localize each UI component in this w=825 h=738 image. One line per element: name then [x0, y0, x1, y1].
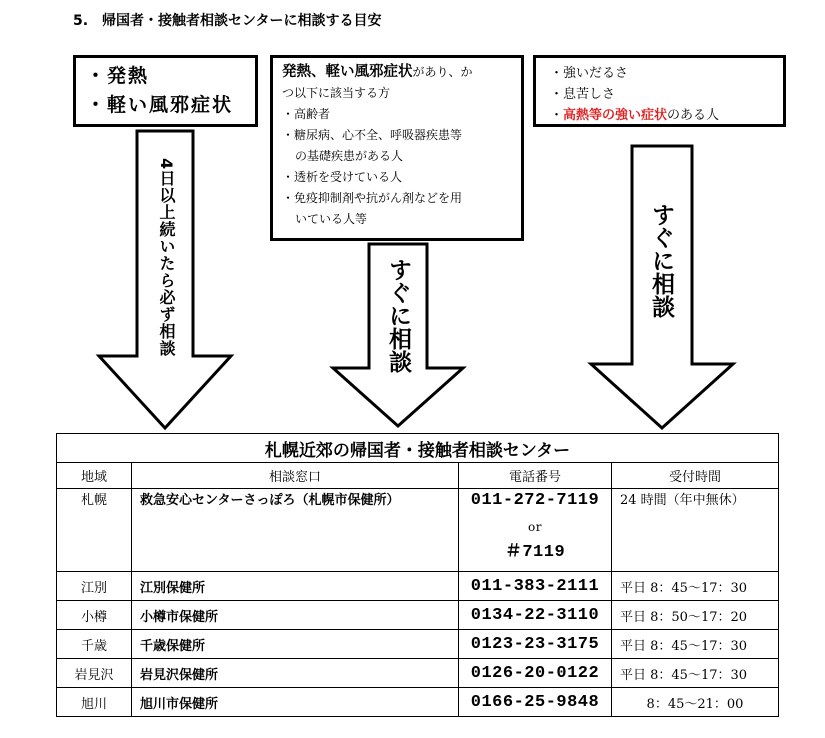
risk-item: ・透析を受けている人 — [282, 170, 403, 184]
office-cell: 江別保健所 — [132, 572, 459, 601]
office-cell: 救急安心センターさっぽろ（札幌市保健所） — [132, 489, 459, 572]
table-row — [57, 688, 779, 717]
risk-item: ・糖尿病、心不全、呼吸器疾患等 — [282, 128, 463, 142]
region-cell: 旭川 — [57, 688, 132, 717]
column-header: 相談窓口 — [132, 463, 459, 489]
symptom-cold: ・軽い風邪症状 — [86, 94, 234, 116]
risk-item: ・免疫抑制剤や抗がん剤などを用 — [282, 191, 463, 205]
office-cell: 千歳保健所 — [132, 630, 459, 659]
region-cell: 江別 — [57, 572, 132, 601]
office-cell: 岩見沢保健所 — [132, 659, 459, 688]
risk-item-cont: いている人等 — [295, 212, 368, 226]
hours-cell: 平日 8：50～17：20 — [612, 601, 779, 630]
arrow-label-consult-now: すぐに相談 — [385, 258, 411, 373]
hours-cell: 平日 8：45～17：30 — [612, 630, 779, 659]
hours-cell: 平日 8：45～17：30 — [612, 572, 779, 601]
phone-cell — [459, 489, 612, 572]
region-cell: 千歳 — [57, 630, 132, 659]
column-header: 受付時間 — [612, 463, 779, 489]
office-cell: 小樽市保健所 — [132, 601, 459, 630]
table-row — [57, 489, 779, 572]
severe-item: ・強いだるさ — [550, 66, 629, 81]
table-row — [57, 601, 779, 630]
arrow-label-consult-now: すぐに相談 — [648, 203, 674, 318]
symptom-fever: ・発熱 — [86, 65, 150, 87]
hours-cell: 平日 8：45～17：30 — [612, 659, 779, 688]
column-header: 地域 — [57, 463, 132, 489]
arrow-label-4-days: 4日以上続いたら必ず相談 — [157, 158, 176, 358]
hours-cell: 8：45～21：00 — [612, 688, 779, 717]
region-cell: 岩見沢 — [57, 659, 132, 688]
phone-number: 011-383-2111 — [459, 572, 612, 601]
region-cell: 札幌 — [57, 489, 132, 572]
table-row — [57, 659, 779, 688]
hours-cell: 24 時間（年中無休） — [612, 489, 779, 572]
table-header-row — [57, 463, 779, 489]
office-cell: 旭川市保健所 — [132, 688, 459, 717]
table-title: 札幌近郊の帰国者・接触者相談センター — [57, 434, 779, 463]
phone-number: 011-272-7119 — [470, 491, 600, 510]
table-row — [57, 572, 779, 601]
phone-or: or — [528, 520, 542, 534]
severe-item-high-fever: ・高熱等の強い症状のある人 — [550, 108, 720, 123]
column-header: 電話番号 — [459, 463, 612, 489]
page-heading: 5. 帰国者・接触者相談センターに相談する目安 — [73, 13, 382, 29]
phone-number: 0134-22-3110 — [459, 601, 612, 630]
phone-number: 0166-25-9848 — [459, 688, 612, 717]
risk-intro: 発熱、軽い風邪症状があり、か — [282, 64, 473, 80]
severe-item: ・息苦しさ — [550, 87, 616, 102]
phone-number-short: ＃7119 — [504, 543, 566, 562]
risk-item-cont: の基礎疾患がある人 — [295, 149, 404, 163]
phone-number: 0126-20-0122 — [459, 659, 612, 688]
phone-number: 0123-23-3175 — [459, 630, 612, 659]
region-cell: 小樽 — [57, 601, 132, 630]
risk-intro-line2: つ以下に該当する方 — [282, 86, 391, 100]
table-row — [57, 630, 779, 659]
risk-item: ・高齢者 — [282, 107, 331, 121]
consultation-center-table — [56, 433, 779, 717]
